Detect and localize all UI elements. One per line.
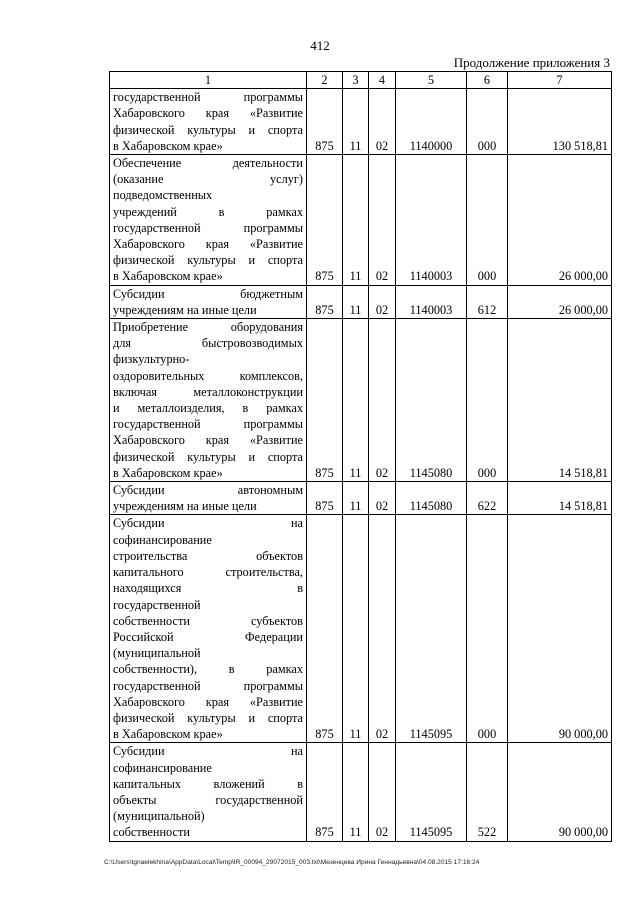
description-line: находящихся в xyxy=(113,581,303,596)
description-line: государственной программы xyxy=(113,220,303,235)
description-line: Приобретение оборудования xyxy=(113,320,303,335)
description-line: физической культуры и спорта xyxy=(113,253,303,268)
header-col-5: 5 xyxy=(396,72,467,89)
row-description xyxy=(110,515,307,743)
cell-subsection: 02 xyxy=(369,515,396,743)
cell-expense-type: 000 xyxy=(467,155,508,286)
description-line: объекты государственной xyxy=(113,792,303,807)
description-line: в Хабаровском крае» xyxy=(113,465,223,480)
description-line: софинансирование xyxy=(113,760,212,775)
cell-expense-type: 522 xyxy=(467,743,508,841)
description-line: государственной программы xyxy=(113,90,303,105)
description-line: строительства объектов xyxy=(113,548,303,563)
header-col-1: 1 xyxy=(110,72,307,89)
description-line: Субсидии бюджетным xyxy=(113,286,303,301)
cell-subsection: 02 xyxy=(369,482,396,515)
header-col-2: 2 xyxy=(307,72,343,89)
cell-section: 11 xyxy=(343,155,369,286)
table-body xyxy=(110,89,612,841)
cell-subsection: 02 xyxy=(369,155,396,286)
continuation-label: Продолжение приложения 3 xyxy=(453,55,610,70)
description-line: (муниципальной) xyxy=(113,809,205,824)
cell-amount: 90 000,00 xyxy=(508,743,612,841)
description-line: учреждениям на иные цели xyxy=(113,499,257,514)
description-line: Субсидии на xyxy=(113,744,303,759)
cell-expense-type: 612 xyxy=(467,285,508,318)
budget-table xyxy=(109,71,612,842)
cell-section: 11 xyxy=(343,515,369,743)
description-line: и металлоизделия, в рамках xyxy=(113,401,303,416)
description-line: собственности xyxy=(113,825,190,840)
cell-section: 11 xyxy=(343,285,369,318)
row-description xyxy=(110,482,307,515)
cell-amount: 14 518,81 xyxy=(508,319,612,482)
description-line: Хабаровского края «Развитие xyxy=(113,237,303,252)
cell-target-article: 1145095 xyxy=(396,743,467,841)
header-col-4: 4 xyxy=(369,72,396,89)
cell-section: 11 xyxy=(343,482,369,515)
footer-file-path: C:\Users\tgnaelekhina\AppData\Local\Temp\IR_00094_29072015_003.txt\Мезенцева Ирина Геннадьевна\04.08.2015 17:16:24 xyxy=(104,859,480,866)
table-header-row xyxy=(110,72,612,89)
description-line: государственной xyxy=(113,597,201,612)
description-line: физической культуры и спорта xyxy=(113,710,303,725)
table-row xyxy=(110,319,612,482)
cell-ministry-code: 875 xyxy=(307,155,343,286)
header-col-3: 3 xyxy=(343,72,369,89)
description-line: учреждений в рамках xyxy=(113,204,303,219)
cell-expense-type: 000 xyxy=(467,319,508,482)
row-description xyxy=(110,155,307,286)
description-line: оздоровительных комплексов, xyxy=(113,368,303,383)
description-line: Хабаровского края «Развитие xyxy=(113,433,303,448)
table-row xyxy=(110,89,612,155)
cell-section: 11 xyxy=(343,743,369,841)
cell-ministry-code: 875 xyxy=(307,482,343,515)
description-line: в Хабаровском крае» xyxy=(113,269,223,284)
cell-amount: 26 000,00 xyxy=(508,155,612,286)
description-line: в Хабаровском крае» xyxy=(113,138,223,153)
table-row xyxy=(110,515,612,743)
description-line: государственной программы xyxy=(113,678,303,693)
cell-amount: 26 000,00 xyxy=(508,285,612,318)
page-number: 412 xyxy=(310,38,330,53)
description-line: Субсидии на xyxy=(113,516,303,531)
table-row xyxy=(110,155,612,286)
description-line: в Хабаровском крае» xyxy=(113,727,223,742)
cell-target-article: 1140003 xyxy=(396,155,467,286)
row-description xyxy=(110,743,307,841)
row-description xyxy=(110,319,307,482)
cell-ministry-code: 875 xyxy=(307,89,343,155)
description-line: государственной программы xyxy=(113,417,303,432)
description-line: собственности субъектов xyxy=(113,613,303,628)
cell-subsection: 02 xyxy=(369,89,396,155)
cell-target-article: 1140000 xyxy=(396,89,467,155)
description-line: софинансирование xyxy=(113,532,212,547)
description-line: собственности), в рамках xyxy=(113,662,303,677)
cell-section: 11 xyxy=(343,89,369,155)
cell-section: 11 xyxy=(343,319,369,482)
header-col-6: 6 xyxy=(467,72,508,89)
description-line: (муниципальной xyxy=(113,646,201,661)
row-description xyxy=(110,285,307,318)
cell-target-article: 1140003 xyxy=(396,285,467,318)
cell-amount: 90 000,00 xyxy=(508,515,612,743)
cell-target-article: 1145080 xyxy=(396,482,467,515)
cell-subsection: 02 xyxy=(369,319,396,482)
cell-expense-type: 000 xyxy=(467,89,508,155)
description-line: Российской Федерации xyxy=(113,629,303,644)
description-line: Обеспечение деятельности xyxy=(113,156,303,171)
description-line: Субсидии автономным xyxy=(113,483,303,498)
description-line: физкультурно- xyxy=(113,352,190,367)
description-line: физической культуры и спорта xyxy=(113,122,303,137)
cell-target-article: 1145095 xyxy=(396,515,467,743)
cell-expense-type: 000 xyxy=(467,515,508,743)
description-line: Хабаровского края «Развитие xyxy=(113,106,303,121)
cell-ministry-code: 875 xyxy=(307,285,343,318)
cell-subsection: 02 xyxy=(369,743,396,841)
cell-amount: 130 518,81 xyxy=(508,89,612,155)
cell-ministry-code: 875 xyxy=(307,319,343,482)
cell-target-article: 1145080 xyxy=(396,319,467,482)
description-line: учреждениям на иные цели xyxy=(113,302,257,317)
table-row xyxy=(110,482,612,515)
description-line: капитальных вложений в xyxy=(113,776,303,791)
table-row xyxy=(110,743,612,841)
cell-subsection: 02 xyxy=(369,285,396,318)
cell-ministry-code: 875 xyxy=(307,743,343,841)
table-row xyxy=(110,285,612,318)
cell-expense-type: 622 xyxy=(467,482,508,515)
cell-ministry-code: 875 xyxy=(307,515,343,743)
description-line: физической культуры и спорта xyxy=(113,449,303,464)
description-line: для быстровозводимых xyxy=(113,336,303,351)
description-line: (оказание услуг) xyxy=(113,172,303,187)
description-line: Хабаровского края «Развитие xyxy=(113,694,303,709)
cell-amount: 14 518,81 xyxy=(508,482,612,515)
description-line: капитального строительства, xyxy=(113,565,303,580)
row-description xyxy=(110,89,307,155)
header-col-7: 7 xyxy=(508,72,612,89)
description-line: включая металлоконструкции xyxy=(113,384,303,399)
description-line: подведомственных xyxy=(113,188,213,203)
